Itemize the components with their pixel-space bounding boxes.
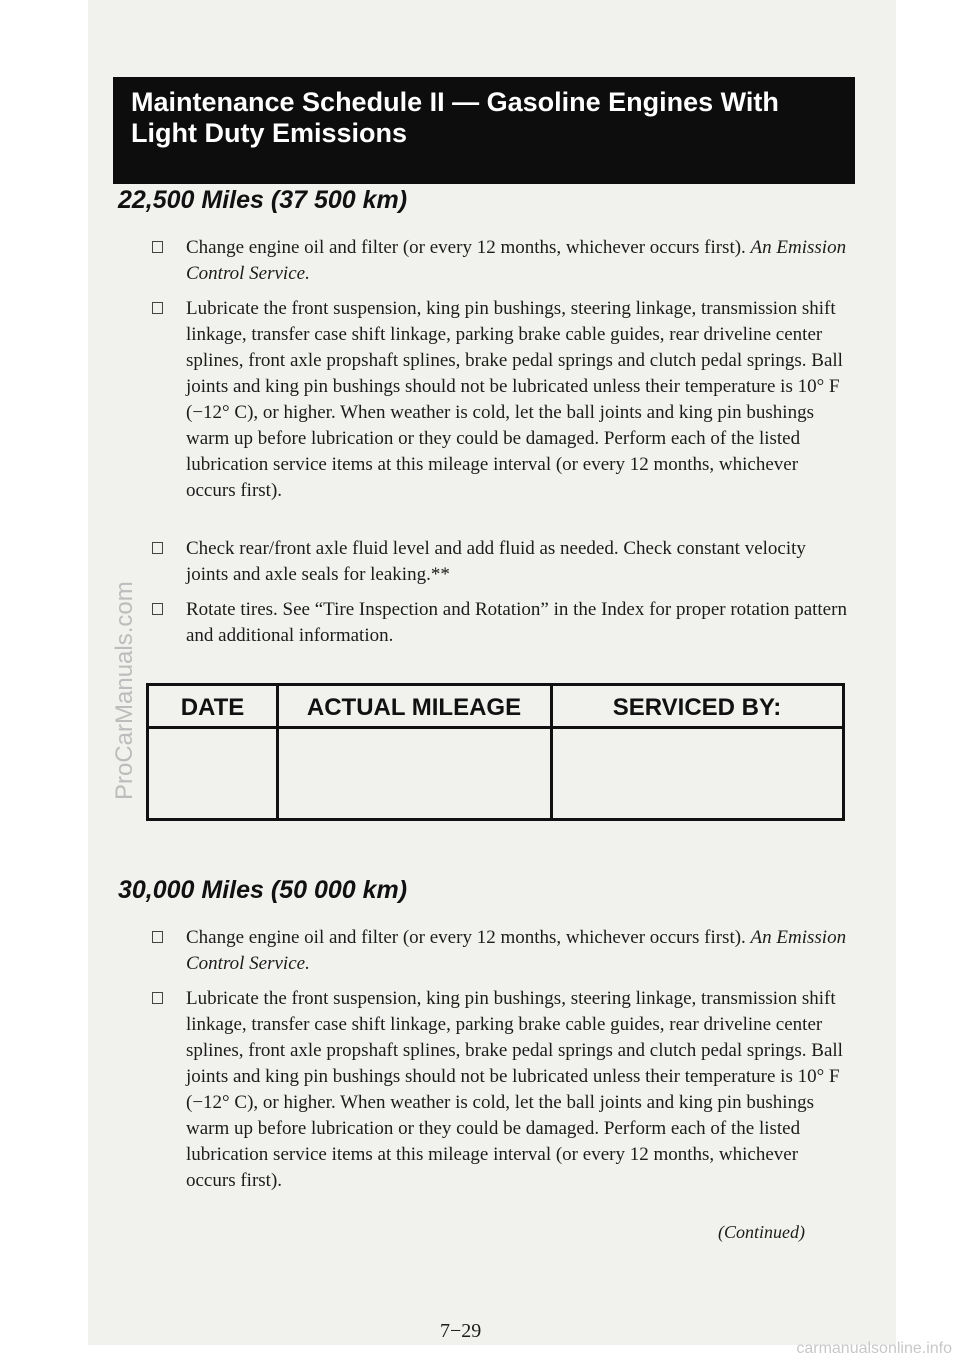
- checklist-item: [152, 986, 852, 1194]
- mileage-heading-30000: 30,000 Miles (50 000 km): [118, 876, 408, 904]
- item-text: Change engine oil and filter (or every 12 months, whichever occurs first).: [186, 927, 746, 948]
- checkbox[interactable]: [152, 931, 163, 943]
- column-header-actual-mileage: ACTUAL MILEAGE: [276, 686, 552, 729]
- checklist-item: [152, 597, 852, 649]
- serviced-by-entry-cell[interactable]: [553, 729, 842, 818]
- checklist-item: [152, 296, 852, 504]
- item-text: Lubricate the front suspension, king pin bushings, steering linkage, transmission shift linkage, transfer case shift linkage, parking brake cable guides, rear driveline center splines, front axle propshaft splines, brake pedal springs and clutch pedal springs. Ball joints and king pin bushings should not be lubricated unless their temperature is 10° F (−12° C), or higher. When weather is cold, let the ball joints and king pin bushings warm up before lubrication or they could be damaged. Perform each of the listed lubrication service items at this mileage interval (or every 12 months, whichever occurs first).: [186, 988, 843, 1191]
- bottom-watermark: carmanualsonline.info: [796, 1340, 952, 1357]
- side-watermark: ProCarManuals.com: [111, 581, 138, 800]
- column-header-date: DATE: [149, 686, 276, 729]
- checklist-item: [152, 235, 852, 287]
- date-entry-cell[interactable]: [149, 729, 276, 818]
- header-line-2: Light Duty Emissions: [131, 118, 408, 148]
- item-text: Change engine oil and filter (or every 12 months, whichever occurs first).: [186, 237, 746, 258]
- item-note: An Emission Control Service.: [186, 237, 847, 284]
- checklist-item: [152, 536, 852, 588]
- mileage-heading-22500: 22,500 Miles (37 500 km): [118, 186, 408, 214]
- item-text: Check rear/front axle fluid level and add fluid as needed. Check constant velocity joints and axle seals for leaking.**: [186, 538, 806, 585]
- section-header-banner: [113, 77, 855, 184]
- item-text: Lubricate the front suspension, king pin bushings, steering linkage, transmission shift linkage, transfer case shift linkage, parking brake cable guides, rear driveline center splines, front axle propshaft splines, brake pedal springs and clutch pedal springs. Ball joints and king pin bushings should not be lubricated unless their temperature is 10° F (−12° C), or higher. When weather is cold, let the ball joints and king pin bushings warm up before lubrication or they could be damaged. Perform each of the listed lubrication service items at this mileage interval (or every 12 months, whichever occurs first).: [186, 298, 843, 501]
- header-line-1: Maintenance Schedule II — Gasoline Engines With: [131, 87, 779, 117]
- continued-note: (Continued): [718, 1222, 805, 1242]
- mileage-entry-cell[interactable]: [279, 729, 550, 818]
- checkbox[interactable]: [152, 241, 163, 253]
- checkbox[interactable]: [152, 302, 163, 314]
- checklist-item: [152, 925, 852, 977]
- checkbox[interactable]: [152, 992, 163, 1004]
- item-note: An Emission Control Service.: [186, 927, 847, 974]
- page-number: 7−29: [440, 1320, 482, 1342]
- service-record-table: [146, 683, 845, 821]
- column-header-serviced-by: SERVICED BY:: [552, 686, 842, 729]
- item-text: Rotate tires. See “Tire Inspection and Rotation” in the Index for proper rotation pattern and additional information.: [186, 599, 847, 646]
- checkbox[interactable]: [152, 542, 163, 554]
- checkbox[interactable]: [152, 603, 163, 615]
